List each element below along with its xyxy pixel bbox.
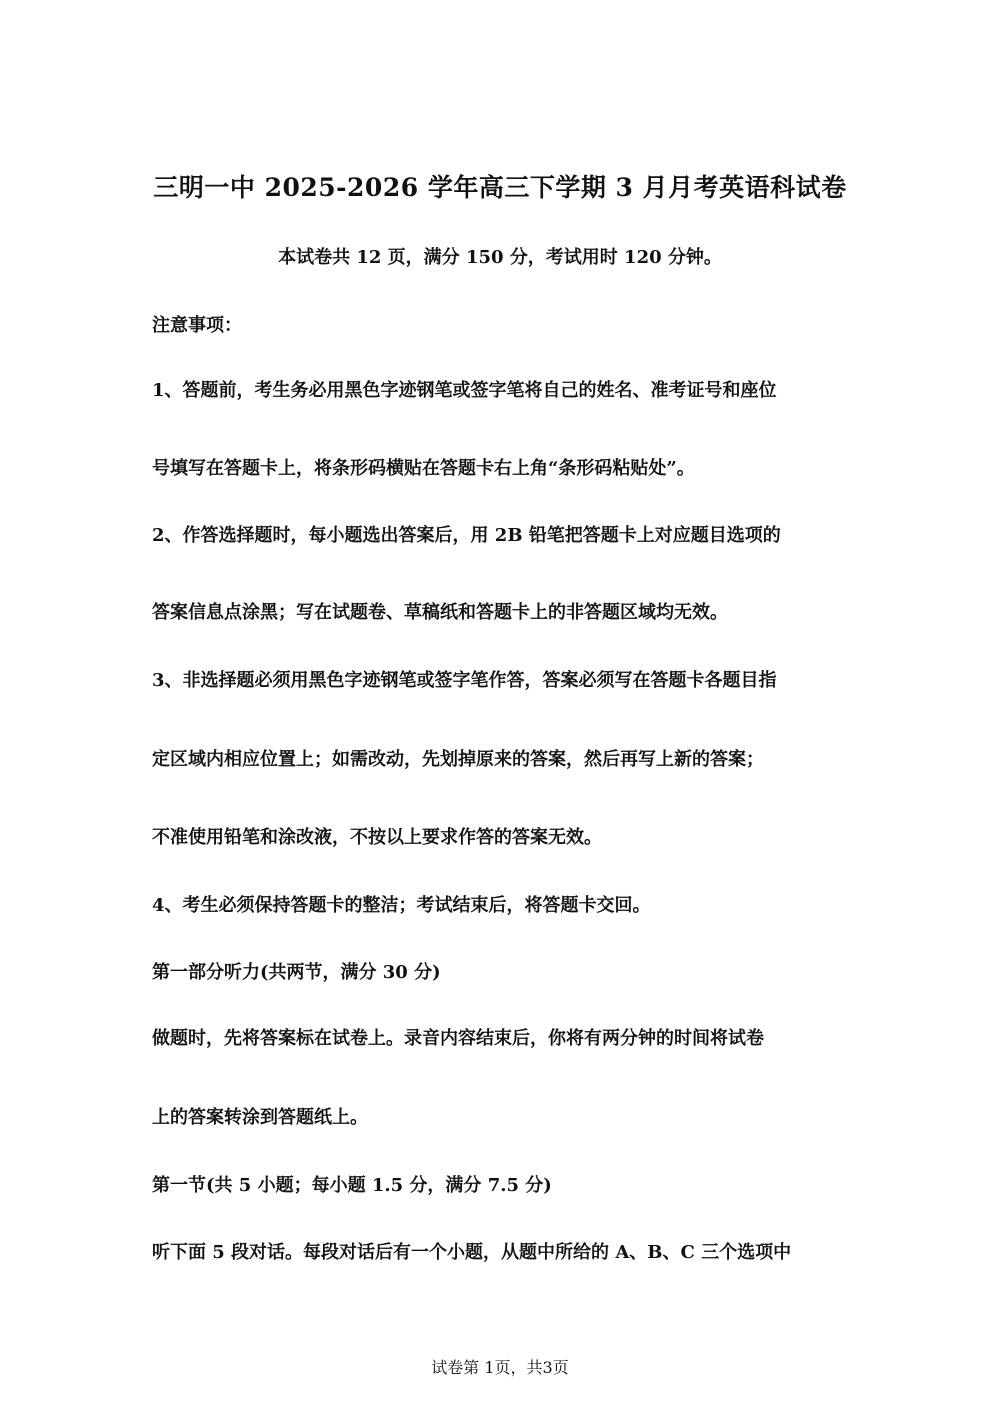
exam-subtitle: 本试卷共 12 页，满分 150 分，考试用时 120 分钟。 [278,247,722,268]
note-line-5: 3、非选择题必须用黑色字迹钢笔或签字笔作答，答案必须写在答题卡各题目指 [152,670,777,691]
instruction-line-2: 上的答案转涂到答题纸上。 [152,1107,368,1128]
note-line-6: 定区域内相应位置上；如需改动，先划掉原来的答案，然后再写上新的答案； [152,749,764,770]
subsection-heading-1: 第一节(共 5 小题；每小题 1.5 分，满分 7.5 分) [152,1175,552,1196]
note-line-7: 不准使用铅笔和涂改液，不按以上要求作答的答案无效。 [152,827,602,848]
note-line-3: 2、作答选择题时，每小题选出答案后，用 2B 铅笔把答题卡上对应题目选项的 [152,525,781,546]
note-line-8: 4、考生必须保持答题卡的整洁；考试结束后，将答题卡交回。 [152,895,651,916]
note-line-2: 号填写在答题卡上，将条形码横贴在答题卡右上角“条形码粘贴处”。 [152,458,695,479]
instruction-line-1: 做题时，先将答案标在试卷上。录音内容结束后，你将有两分钟的时间将试卷 [152,1028,764,1049]
exam-title: 三明一中 2025-2026 学年高三下学期 3 月月考英语科试卷 [153,173,847,202]
note-line-1: 1、答题前，考生务必用黑色字迹钢笔或签字笔将自己的姓名、准考证号和座位 [152,380,777,401]
notes-heading: 注意事项： [152,315,242,336]
instruction-line-3: 听下面 5 段对话。每段对话后有一个小题，从题中所给的 A、B、C 三个选项中 [152,1242,792,1263]
note-line-4: 答案信息点涂黑；写在试题卷、草稿纸和答题卡上的非答题区域均无效。 [152,602,728,623]
page-footer: 试卷第 1页，共3页 [431,1358,569,1377]
section-heading-listening: 第一部分听力(共两节，满分 30 分) [152,962,441,983]
